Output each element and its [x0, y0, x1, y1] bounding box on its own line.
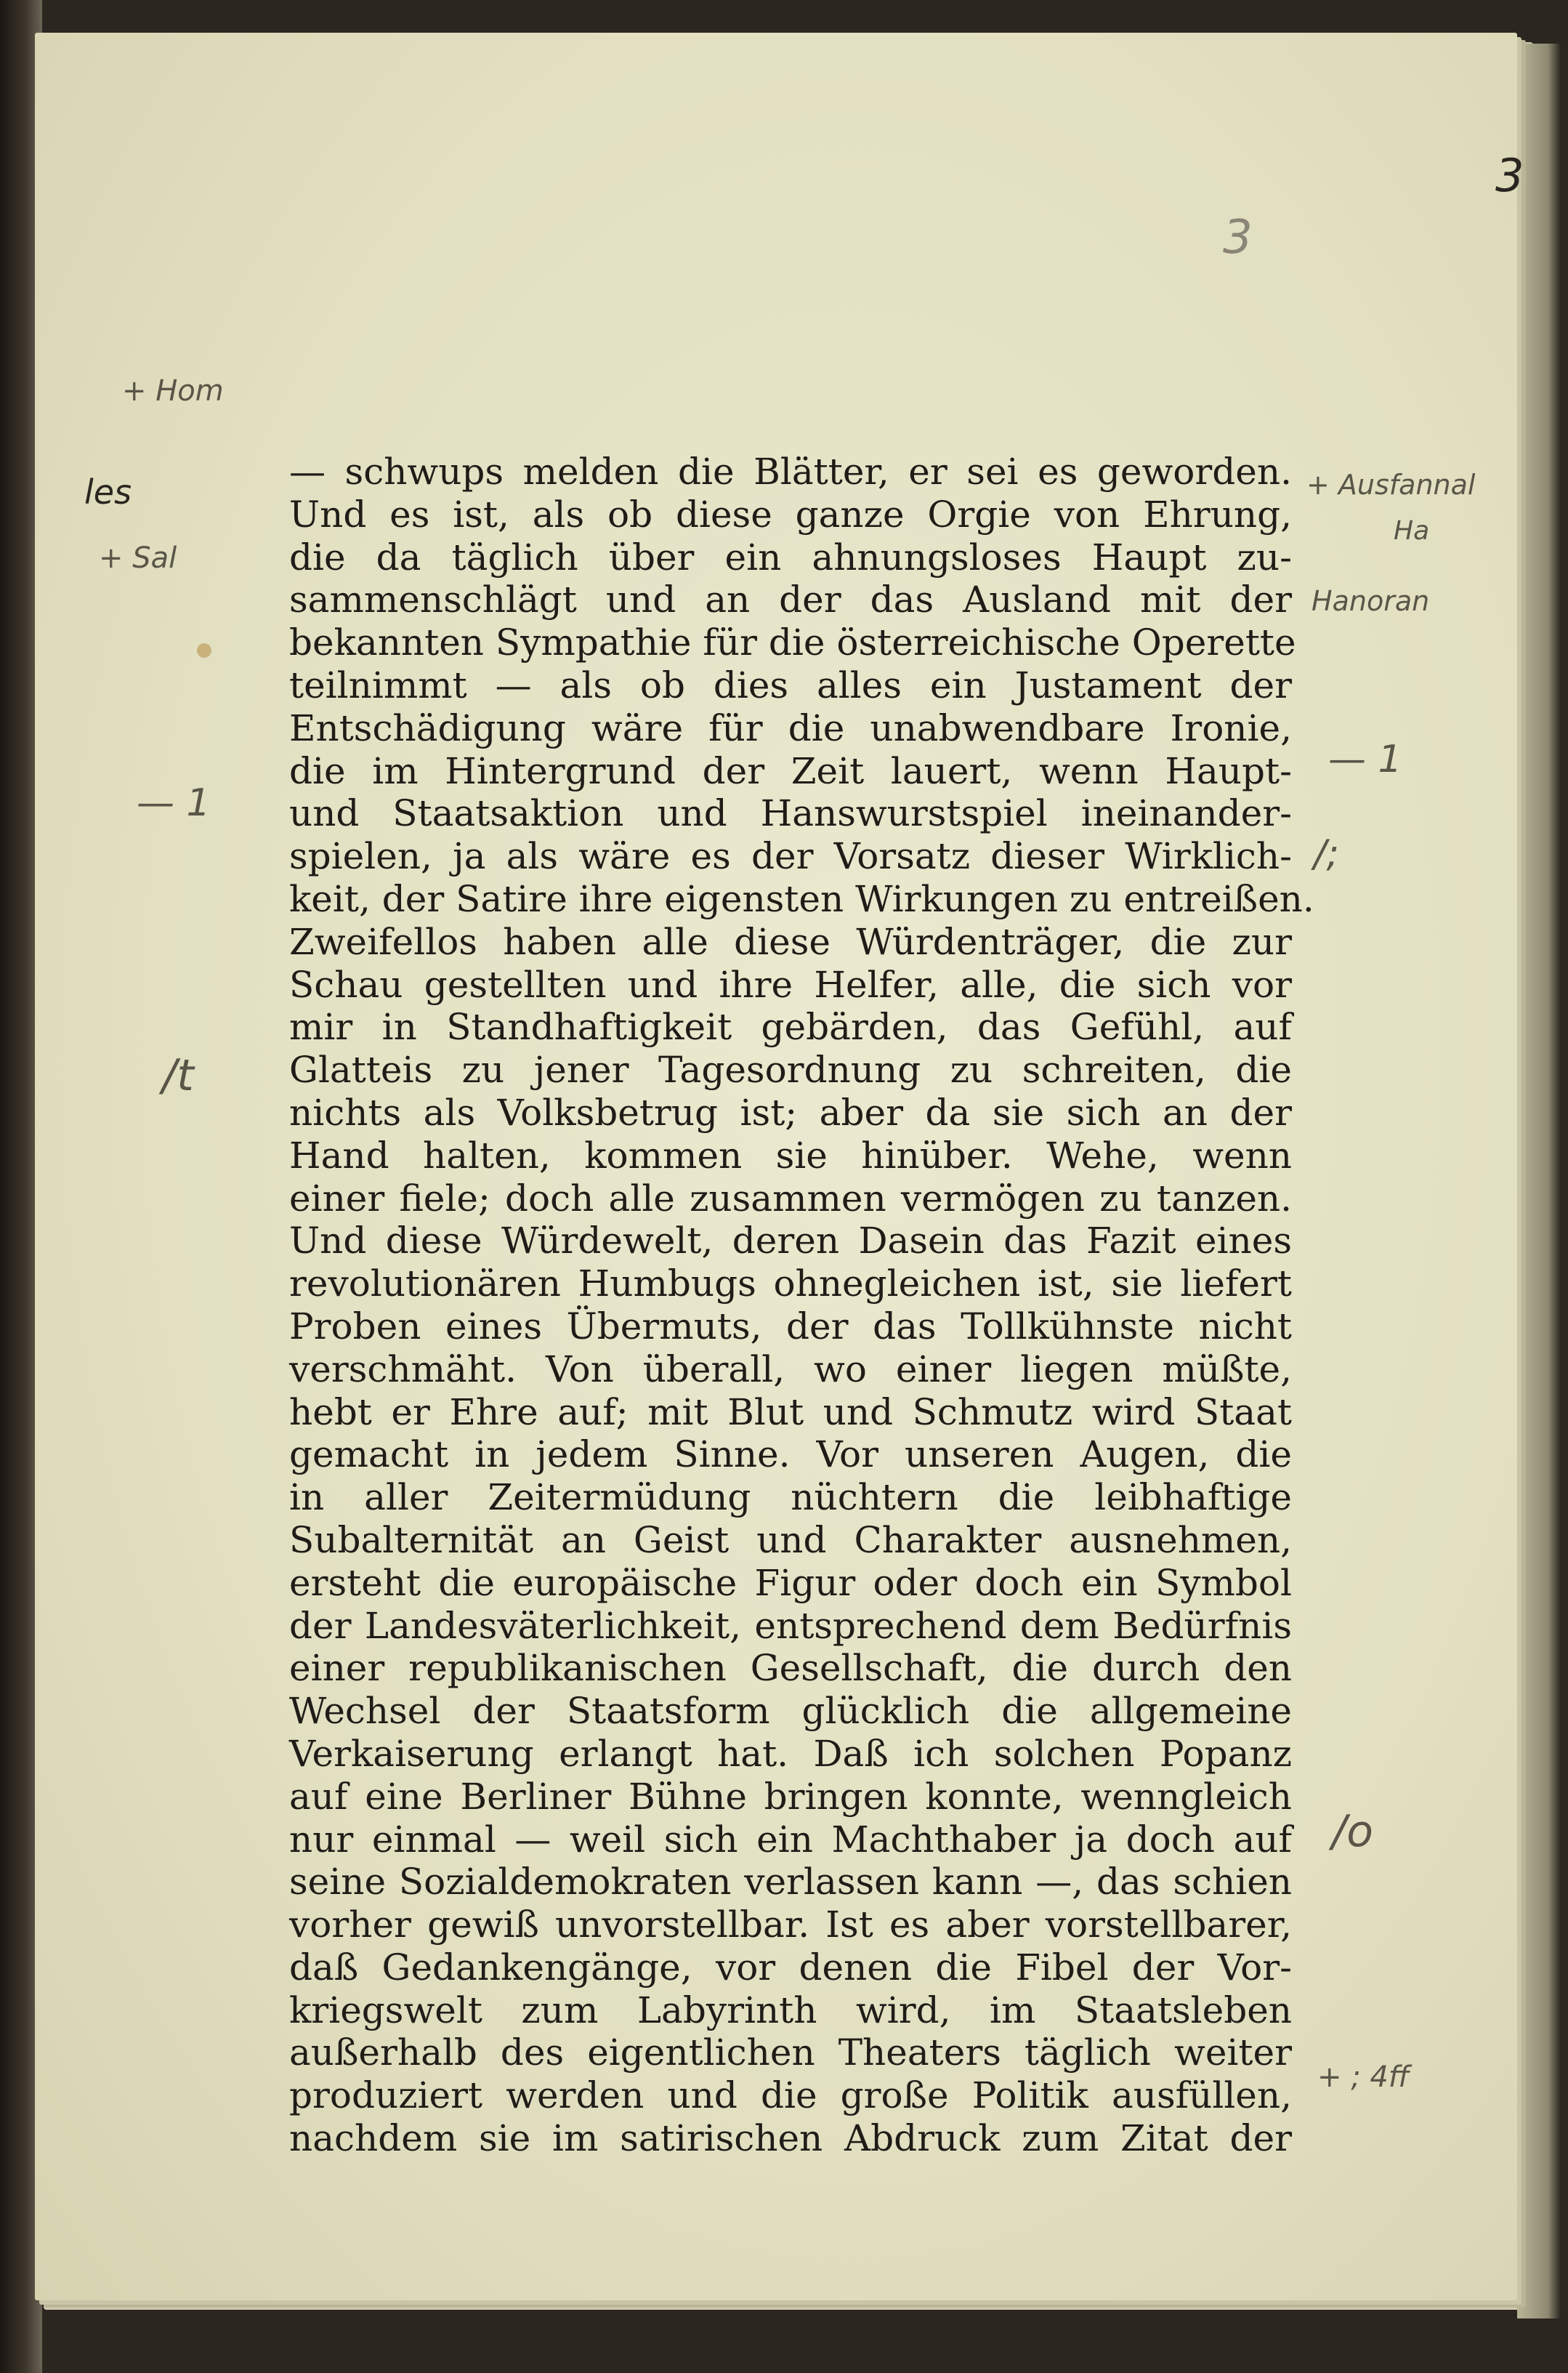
text-line: daß Gedankengänge, vor denen die Fibel der Vor-	[289, 1946, 1292, 1989]
text-line: revolutionären Humbugs ohnegleichen ist, sie liefert	[289, 1262, 1292, 1305]
text-line: Wechsel der Staatsform glücklich die allgemeine	[289, 1690, 1292, 1733]
text-line: mir in Standhaftigkeit gebärden, das Gefühl, auf	[289, 1006, 1292, 1049]
page-number-ink: 3	[1495, 149, 1524, 202]
text-line: Und es ist, als ob diese ganze Orgie von Ehrung,	[289, 493, 1292, 536]
text-line: Glatteis zu jener Tagesordnung zu schreiten, die	[289, 1049, 1292, 1092]
text-line: einer fiele; doch alle zusammen vermögen zu tanzen.	[289, 1177, 1292, 1220]
margin-note: — 1	[1328, 738, 1402, 781]
text-line: Und diese Würdewelt, deren Dasein das Fazit eines	[289, 1220, 1292, 1262]
body-text	[289, 451, 1314, 2160]
text-line: nachdem sie im satirischen Abdruck zum Zitat der	[289, 2117, 1292, 2160]
text-line: Entschädigung wäre für die unabwendbare Ironie,	[289, 706, 1292, 749]
margin-note: + Sal	[99, 541, 177, 575]
margin-note: Ha	[1394, 516, 1430, 546]
text-line: kriegswelt zum Labyrinth wird, im Staatsleben	[289, 1989, 1292, 2031]
text-line: seine Sozialdemokraten verlassen kann —, das schien	[289, 1861, 1292, 1903]
margin-note: /;	[1314, 832, 1340, 876]
margin-note: + ; 4ff	[1317, 2060, 1410, 2094]
margin-note: /o	[1332, 1806, 1373, 1857]
text-line: ersteht die europäische Figur oder doch ein Symbol	[289, 1561, 1292, 1604]
text-line: Zweifellos haben alle diese Würdenträger, die zur	[289, 920, 1292, 963]
text-line: die im Hintergrund der Zeit lauert, wenn Haupt-	[289, 749, 1292, 792]
page-number-pencil: 3	[1223, 211, 1253, 265]
text-line: keit, der Satire ihre eigensten Wirkungen zu entreißen.	[289, 877, 1314, 920]
text-line: Proben eines Übermuts, der das Tollkühnste nicht	[289, 1305, 1292, 1347]
margin-note: /t	[162, 1050, 194, 1101]
document-page	[35, 33, 1524, 2300]
text-line: die da täglich über ein ahnungsloses Haupt zu-	[289, 536, 1292, 579]
text-line: verschmäht. Von überall, wo einer liegen müßte,	[289, 1347, 1292, 1390]
text-line: spielen, ja als wäre es der Vorsatz dieser Wirklich-	[289, 835, 1292, 878]
text-line: gemacht in jedem Sinne. Vor unseren Augen, die	[289, 1433, 1292, 1476]
text-line: bekannten Sympathie für die österreichische Operette	[289, 621, 1296, 664]
text-line: produziert werden und die große Politik ausfüllen,	[289, 2074, 1292, 2117]
text-line: hebt er Ehre auf; mit Blut und Schmutz wird Staat	[289, 1390, 1292, 1433]
text-line: in aller Zeitermüdung nüchtern die leibhaftige	[289, 1476, 1292, 1519]
text-line: vorher gewiß unvorstellbar. Ist es aber vorstellbarer,	[289, 1903, 1292, 1946]
margin-note: les	[84, 472, 132, 512]
text-line: außerhalb des eigentlichen Theaters täglich weiter	[289, 2031, 1292, 2074]
margin-note: Hanoran	[1312, 585, 1430, 617]
page-edge-stack	[1517, 44, 1561, 2318]
stain-mark	[197, 643, 211, 658]
text-line: Subalternität an Geist und Charakter ausnehmen,	[289, 1518, 1292, 1561]
text-line: einer republikanischen Gesellschaft, die durch den	[289, 1647, 1292, 1690]
text-line: und Staatsaktion und Hanswurstspiel ineinander-	[289, 792, 1292, 835]
margin-note: — 1	[137, 781, 211, 825]
text-line: Verkaiserung erlangt hat. Daß ich solchen Popanz	[289, 1732, 1292, 1775]
text-line: — schwups melden die Blätter, er sei es geworden.	[289, 451, 1292, 493]
text-line: nichts als Volksbetrug ist; aber da sie sich an der	[289, 1091, 1292, 1134]
text-line: nur einmal — weil sich ein Machthaber ja doch auf	[289, 1818, 1292, 1861]
text-line: teilnimmt — als ob dies alles ein Justament der	[289, 664, 1292, 706]
text-line: auf eine Berliner Bühne bringen konnte, wenngleich	[289, 1775, 1292, 1818]
margin-note: + Hom	[122, 374, 224, 408]
text-line: sammenschlägt und an der das Ausland mit der	[289, 579, 1292, 621]
text-line: Schau gestellten und ihre Helfer, alle, die sich vor	[289, 963, 1292, 1006]
margin-note: + Ausfannal	[1306, 469, 1476, 501]
text-line: der Landesväterlichkeit, entsprechend dem Bedürfnis	[289, 1604, 1292, 1647]
text-line: Hand halten, kommen sie hinüber. Wehe, wenn	[289, 1134, 1292, 1177]
